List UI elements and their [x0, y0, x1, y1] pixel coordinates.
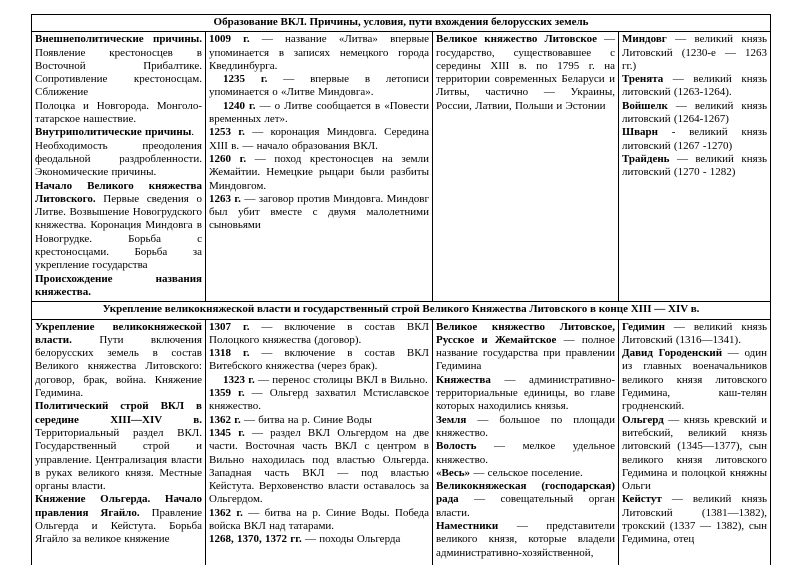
- paragraph: Княжества — административно-территориальные единицы, во главе которых находились князья.: [436, 373, 615, 413]
- paragraph: Начало Великого княжества Литовского. Первые сведения о Литве. Возвышение Новогрудского княжества. Коронация Миндовга в Новогрудке. Борьба с крестоносцами. Борьба за укрепление государства: [35, 179, 202, 272]
- paragraph: 1362 г. — битва на р. Синие Воды. Победа войска ВКЛ над татарами.: [209, 506, 429, 532]
- section2-header-row: [32, 302, 771, 319]
- paragraph: 1260 г. — поход крестоносцев на земли Жемайтии. Немецкие рыцари были разбиты Миндовгом.: [209, 152, 429, 192]
- paragraph: Происхождение названия княжества.: [35, 272, 202, 298]
- section2-dates-cell: [206, 319, 433, 565]
- section2-terms-cell: [433, 319, 619, 565]
- history-table: [31, 14, 771, 565]
- paragraph: 1263 г. — заговор против Миндовга. Миндовг был убит вместе с двумя малолетними сыновьями: [209, 192, 429, 232]
- paragraph: 1009 г. — название «Литва» впервые упоминается в записях немецкого города Кведлинбурга.: [209, 33, 430, 72]
- paragraph: Шварн - великий князь литовский (1267 -1270): [622, 126, 768, 152]
- section1-title: Образование ВКЛ. Причины, условия, пути вхождения белорусских земель: [32, 15, 771, 32]
- paragraph: 1240 г. — о Литве сообщается в «Повести временных лет».: [209, 99, 429, 126]
- paragraph: Ольгерд — князь кревский и витебский, великий князь литовский (1345—1377), сын великого князя литовского Гедимина и полоцкой княжны Ольги: [622, 413, 768, 493]
- paragraph: 1318 г. — включение в состав ВКЛ Витебского княжества (через брак).: [209, 347, 430, 373]
- paragraph: Великое княжество Литовское, Русское и Жемайтское — полное название государства при правлении Гедимина: [436, 320, 615, 373]
- paragraph: Необходимость преодоления феодальной раздробленности. Экономические причины.: [35, 139, 202, 179]
- paragraph: Наместники — представители великого князя, которые владели административно-хозяйственной,: [436, 519, 615, 559]
- paragraph: Княжение Ольгерда. Начало правления Ягайло. Правление Ольгерда и Кейстута. Борьба Ягайло за великое княжение: [35, 493, 202, 546]
- paragraph: 1323 г. — перенос столицы ВКЛ в Вильно.: [223, 373, 428, 386]
- section2-title: Укрепление великокняжеской власти и государственный строй Великого Княжества Литовского в конце XIII — XIV в.: [32, 302, 771, 319]
- section1-topics-cell: [32, 32, 206, 302]
- paragraph: «Весь» — сельское поселение.: [436, 466, 583, 479]
- section2-persons-cell: [619, 319, 771, 565]
- paragraph: 1268, 1370, 1372 гг. — походы Ольгерда: [209, 533, 401, 546]
- paragraph: Давид Городенский — один из главных военачальников великого князя литовского Гедимина, каш-телян гродненский.: [622, 347, 768, 413]
- paragraph: 1235 г. — впервые в летописи упоминается о «Литве Миндовга».: [209, 73, 429, 99]
- section2-topics-cell: [32, 319, 206, 565]
- paragraph: Земля — большое по площади княжество.: [436, 413, 615, 439]
- paragraph: Войшелк — великий князь литовский (1264-1267): [622, 99, 768, 126]
- paragraph: Великое княжество Литовское — государство, существовавшее с середины XIII в. по 1795 г. на территории современных Беларуси и Литвы, частично — Украины, России, Латвии, Польши и Эстонии: [436, 33, 616, 112]
- paragraph: Великокняжеская (господарская) рада — совещательный орган власти.: [436, 480, 615, 519]
- paragraph: Миндовг — великий князь Литовский (1230-е — 1263 гг.): [622, 33, 768, 72]
- paragraph: Укрепление великокняжеской власти. Пути включения белорусских земель в состав Великого княжества Литовского: договор, брак, война. Княжение Гедимина.: [35, 320, 202, 400]
- paragraph: 1362 г. — битва на р. Синие Воды: [209, 413, 372, 426]
- paragraph: Тренята — великий князь литовский (1263-1264).: [622, 73, 768, 99]
- paragraph: 1345 г. — раздел ВКЛ Ольгердом на две части. Восточная часть ВКЛ с центром в Вильно находилась под властью Ольгерда. Западная часть ВКЛ — под властью Кейстута. Верховенство власти оставалось за Ольгердом.: [209, 426, 429, 506]
- paragraph: Внутриполитические причины.: [35, 126, 195, 139]
- section1-header-row: [32, 15, 771, 32]
- paragraph: 1307 г. — включение в состав ВКЛ Полоцкого княжества (договор).: [209, 320, 430, 346]
- paragraph: Внешнеполитические причины. Появление крестоносцев в Восточной Прибалтике. Сопротивление крестоносцам. Сближение: [35, 33, 202, 99]
- paragraph: Волость — мелкое удельное княжество.: [436, 440, 615, 466]
- paragraph: Политический строй ВКЛ в середине XIII—XIV в. Территориальный раздел ВКЛ. Государственный строй и управление. Централизация власти в руках великого князя. Местные органы власти.: [35, 400, 202, 493]
- paragraph: Кейстут — великий князь Литовский (1381—1382), трокский (1337 — 1382), сын Гедимина, отец: [622, 493, 768, 546]
- section2-content-row: [32, 319, 771, 565]
- paragraph: 1359 г. — Ольгерд захватил Мстиславское княжество.: [209, 387, 429, 413]
- paragraph: Полоцка и Новгорода. Монголо-татарское нашествие.: [35, 99, 202, 126]
- paragraph: Трайдень — великий князь литовский (1270 - 1282): [622, 152, 768, 179]
- section1-terms-cell: [433, 32, 619, 302]
- paragraph: Гедимин — великий князь Литовский (1316—1341).: [622, 320, 768, 346]
- paragraph: 1253 г. — коронация Миндовга. Середина XIII в. — начало образования ВКЛ.: [209, 126, 429, 152]
- section1-dates-cell: [206, 32, 433, 302]
- section1-content-row: [32, 32, 771, 302]
- section1-persons-cell: [619, 32, 771, 302]
